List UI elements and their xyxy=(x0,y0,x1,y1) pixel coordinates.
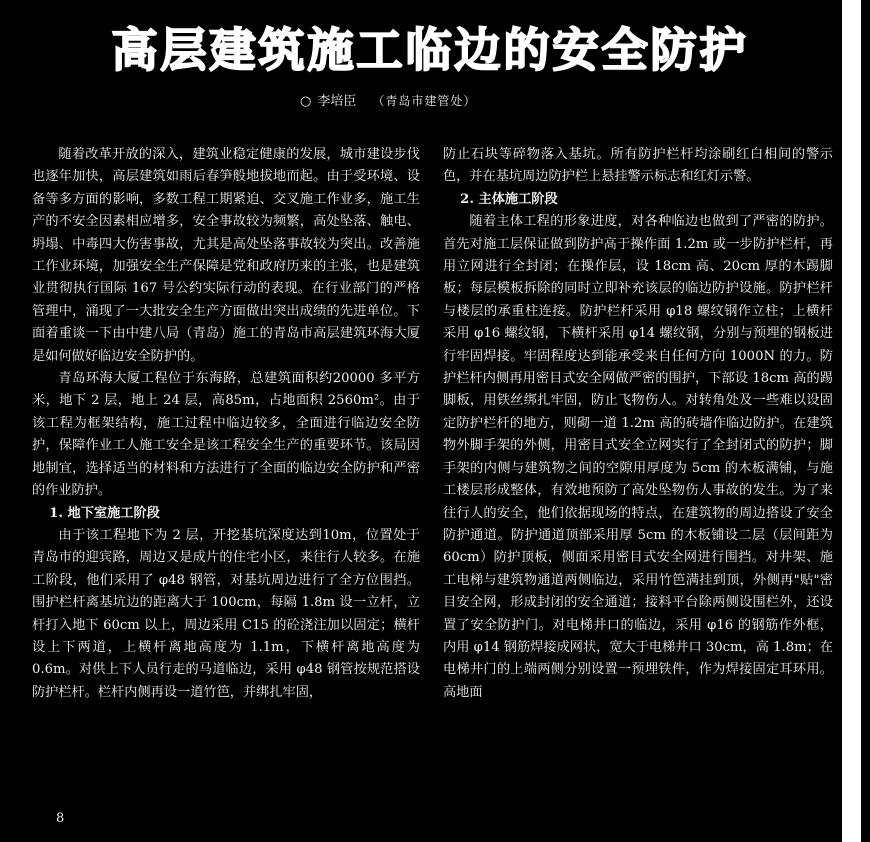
article-title: 高层建筑施工临边的安全防护 xyxy=(111,23,749,77)
section-heading-main-structure: 2. 主体施工阶段 xyxy=(460,191,558,207)
paragraph-basement: 由于该工程地下为 2 层，开挖基坑深度达到10m，位置处于青岛市的迎宾路，周边又是成片的住宅小区，来往行人较多。在施工阶段，他们采用了 φ48 钢管，对基坑周边进行了全方位围挡。围护栏杆离基坑边的距离大于 100cm，每隔 1.8m 设一立杆，立杆打入地下 60cm 以上，周边采用 C15 的砼浇注加以固定；横杆设上下两道，上横杆离地高度为 1.1m，下横杆离地高度为 0.6m。对供上下人员行走的马道临边，采用 φ48 钢管按规范搭设防护栏杆。栏杆内侧再设一道竹笆，并绑扎牢固， xyxy=(32,527,420,700)
page-number: 8 xyxy=(56,811,65,826)
author-marker: ○ xyxy=(300,94,312,109)
left-column xyxy=(32,144,420,704)
paragraph-main-structure: 随着主体工程的形象进度，对各种临边也做到了严密的防护。首先对施工层保证做到防护高于操作面 1.2m 或一步防护栏杆，再用立网进行全封闭；在操作层，设 18cm 高、20cm 厚的木踢脚板；每层模板拆除的同时立即补充该层的临边防护设施。防护栏杆与楼层的承重柱连接。防护栏杆采用 φ18 螺纹钢作立柱；上横杆采用 φ16 螺纹钢，下横杆采用 φ14 螺纹钢，分别与预埋的钢板进行牢固焊接。牢固程度达到能承受来自任何方向 1000N 的力。防护栏杆内侧再用密目式安全网做严密的围护，下部设 18cm 高的踢脚板，用铁丝绑扎牢固，防止飞物伤人。对转角处及一些难以设固定防护栏杆的地方，则砌一道 1.2m 高的砖墙作临边防护。在建筑物外脚手架的外侧，用密目式安全立网实行了全封闭式的防护；脚手架的内侧与建筑物之间的空隙用厚度为 5cm 的木板满铺，与施工楼层形成整体，有效地预防了高处坠物伤人事故的发生。为了来往行人的安全，他们依据现场的特点，在建筑物的周边搭设了安全防护通道。防护通道顶部采用厚 5cm 的木板铺设二层（层间距为 60cm）防护顶板，侧面采用密目式安全网进行围挡。对井架、施工电梯与建筑物通道两侧临边，采用竹笆满挂到顶，外侧再"贴"密目安全网，形成封闭的安全通道；接料平台除两侧设围栏外，还设置了安全防护门。对电梯井口的临边，采用 φ16 的钢筋作外框，内用 φ14 钢筋焊接成网状，宽大于电梯井口 30cm，高 1.8m；在电梯井门的上端两侧分别设置一预埋铁件，作为焊接固定耳环用。高地面 xyxy=(443,214,833,700)
scan-edge-border xyxy=(861,0,870,842)
right-column xyxy=(443,144,833,704)
paragraph-intro: 随着改革开放的深入，建筑业稳定健康的发展，城市建设步伐也逐年加快，高层建筑如雨后春笋般地拔地而起。由于受环境、设备等多方面的影响，多数工程工期紧迫、交叉施工作业多，施工生产的不安全因素相应增多，安全事故较为频繁，高处坠落、触电、坍塌、中毒四大伤害事故，尤其是高处坠落事故较为突出。改善施工作业环境，加强安全生产保障是党和政府历来的主张，也是建筑业贯彻执行国际 167 号公约实际行动的表现。在行业部门的严格管理中，涌现了一大批安全生产方面做出突出成绩的先进单位。下面着重谈一下由中建八局（青岛）施工的青岛市高层建筑环海大厦是如何做好临边安全防护的。 xyxy=(32,147,420,364)
paragraph-project: 青岛环海大厦工程位于东海路，总建筑面积约20000 多平方米，地下 2 层，地上 24 层，高85m，占地面积 2560m²。由于该工程为框架结构，施工过程中临边较多，全面进行临边安全防护，保障作业工人施工安全是该工程安全生产的重要环节。该局因地制宜，选择适当的材料和方法进行了全面的临边安全防护和严密的作业防护。 xyxy=(32,371,420,499)
section-heading-basement: 1. 地下室施工阶段 xyxy=(49,505,160,521)
author-affiliation: （青岛市建管处） xyxy=(372,94,477,108)
paragraph-basement-continued: 防止石块等碎物落入基坑。所有防护栏杆均涂刷红白相间的警示色，并在基坑周边防护栏上悬挂警示标志和红灯示警。 xyxy=(443,147,833,185)
byline xyxy=(300,92,600,111)
author-name: 李培臣 xyxy=(317,94,357,109)
